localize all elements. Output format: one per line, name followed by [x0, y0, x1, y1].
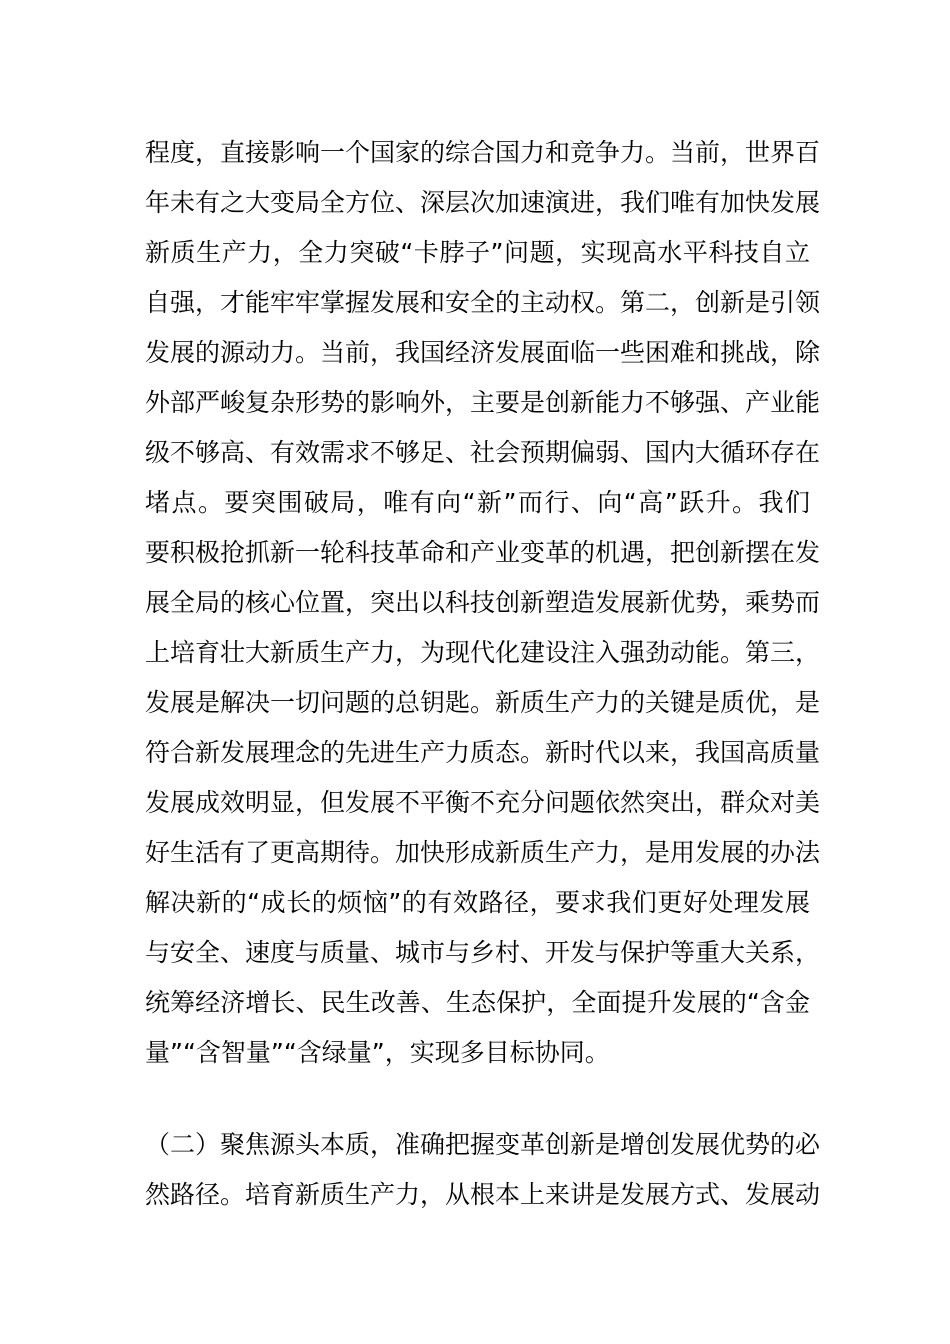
paragraph-1-line-6: 外部严峻复杂形势的影响外，主要是创新能力不够强、产业能 [145, 388, 821, 417]
paragraph-1-line-11: 上培育壮大新质生产力，为现代化建设注入强劲动能。第三， [145, 638, 821, 667]
paragraph-1-line-3: 新质生产力，全力突破“卡脖子”问题，实现高水平科技自立 [145, 238, 810, 267]
paragraph-1 [145, 128, 821, 1078]
paragraph-1-line-14: 发展成效明显，但发展不平衡不充分问题依然突出，群众对美 [145, 788, 821, 817]
paragraph-1-line-4: 自强，才能牢牢掌握发展和安全的主动权。第二，创新是引领 [145, 288, 821, 317]
paragraph-2-line-1: （二）聚焦源头本质，准确把握变革创新是增创发展优势的必 [145, 1130, 821, 1159]
paragraph-1-line-1: 程度，直接影响一个国家的综合国力和竞争力。当前，世界百 [145, 138, 821, 167]
paragraph-1-line-9: 要积极抢抓新一轮科技革命和产业变革的机遇，把创新摆在发 [145, 538, 821, 567]
paragraph-1-line-13: 符合新发展理念的先进生产力质态。新时代以来，我国高质量 [145, 738, 821, 767]
paragraph-2 [145, 1120, 821, 1220]
paragraph-1-line-12: 发展是解决一切问题的总钥匙。新质生产力的关键是质优，是 [145, 688, 821, 717]
paragraph-1-line-15: 好生活有了更高期待。加快形成新质生产力，是用发展的办法 [145, 838, 821, 867]
paragraph-1-line-19: 量”“含智量”“含绿量”，实现多目标协同。 [145, 1038, 610, 1067]
paragraph-1-line-10: 展全局的核心位置，突出以科技创新塑造发展新优势，乘势而 [145, 588, 821, 617]
paragraph-2-line-2: 然路径。培育新质生产力，从根本上来讲是发展方式、发展动 [145, 1180, 821, 1209]
paragraph-1-line-18: 统筹经济增长、民生改善、生态保护，全面提升发展的“含金 [145, 988, 810, 1017]
paragraph-1-line-7: 级不够高、有效需求不够足、社会预期偏弱、国内大循环存在 [145, 438, 821, 467]
paragraph-1-line-17: 与安全、速度与质量、城市与乡村、开发与保护等重大关系， [145, 938, 821, 967]
paragraph-1-line-8: 堵点。要突围破局，唯有向“新”而行、向“高”跃升。我们 [145, 488, 810, 517]
paragraph-1-line-5: 发展的源动力。当前，我国经济发展面临一些困难和挑战，除 [145, 338, 821, 367]
paragraph-1-line-16: 解决新的“成长的烦恼”的有效路径，要求我们更好处理发展 [145, 888, 810, 917]
paragraph-1-line-2: 年未有之大变局全方位、深层次加速演进，我们唯有加快发展 [145, 188, 821, 217]
